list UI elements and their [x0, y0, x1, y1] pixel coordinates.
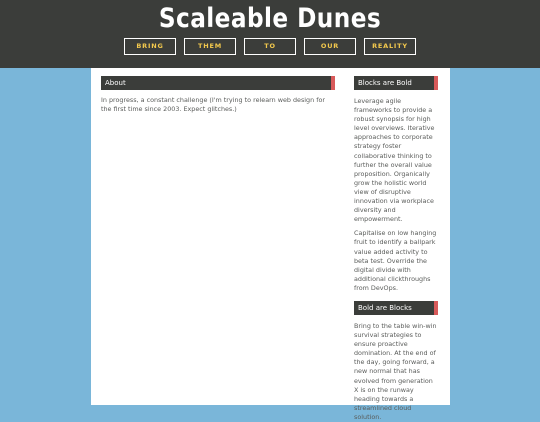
- heading-accent: [434, 301, 438, 315]
- heading-accent: [434, 76, 438, 90]
- page-content: [91, 68, 450, 421]
- sidebar-title-1: Blocks are Bold: [358, 79, 412, 87]
- sidebar-heading-blocks-are-bold: [354, 76, 438, 90]
- site-title[interactable]: Scaleable Dunes: [158, 3, 382, 34]
- nav-item-bring[interactable]: BRING: [124, 38, 176, 55]
- sidebar-heading-bold-are-blocks: [354, 301, 438, 315]
- main-nav: [0, 38, 540, 55]
- sidebar-title-2: Bold are Blocks: [358, 303, 412, 312]
- about-heading: [101, 76, 335, 90]
- nav-item-to[interactable]: TO: [244, 38, 296, 55]
- nav-item-them[interactable]: THEM: [184, 38, 236, 55]
- heading-accent: [331, 76, 335, 90]
- sidebar-paragraph: Bring to the table win-win survival strategies to ensure proactive domination. At the end of the day, going forward, a new normal that has evolved from generation X is on the runway heading towards a streamlined cloud solution.: [354, 321, 437, 421]
- about-text: In progress, a constant challenge (I'm trying to relearn web design for the first time since 2003. Expect glitches.): [101, 96, 325, 114]
- nav-item-our[interactable]: OUR: [304, 38, 356, 55]
- about-title: About: [105, 79, 126, 87]
- sidebar-paragraph: Capitalise on low hanging fruit to identify a ballpark value added activity to beta test. Override the digital divide with additional clickthroughs from DevOps.: [354, 229, 437, 292]
- nav-item-reality[interactable]: REALITY: [364, 38, 416, 55]
- main-column: [101, 76, 335, 114]
- site-header: [0, 0, 540, 68]
- sidebar-paragraph: Leverage agile frameworks to provide a robust synopsis for high level overviews. Iterative approaches to corporate strategy foster collaborative thinking to further the overall value proposition. Organically grow the holistic world view of disruptive innovation via workplace diversity and empowerment.: [354, 97, 435, 224]
- sidebar: [354, 76, 438, 422]
